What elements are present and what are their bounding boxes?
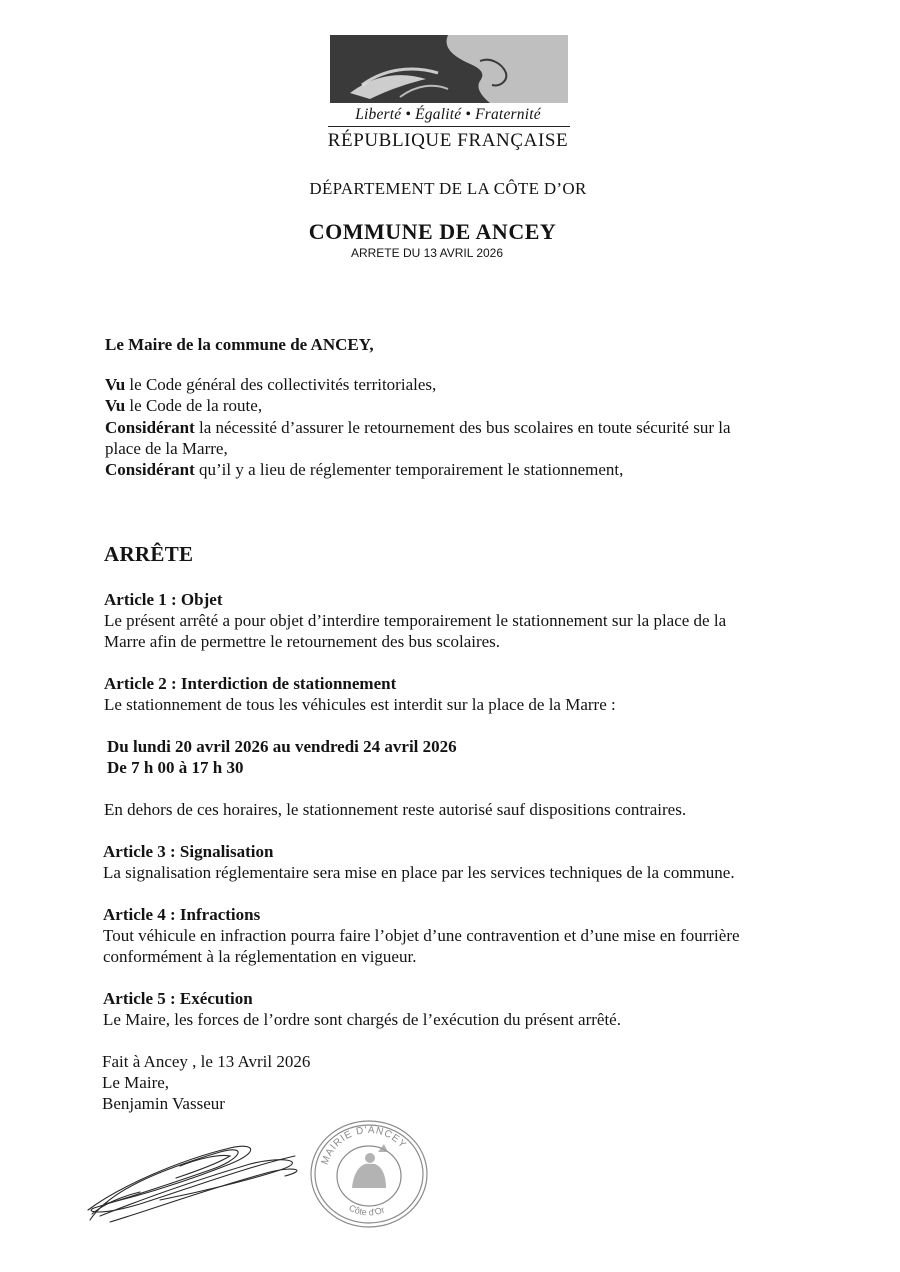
article-1-text: Marre afin de permettre le retournement des bus scolaires. bbox=[104, 632, 501, 651]
vu-label: Vu bbox=[105, 396, 126, 415]
mayor-intro: Le Maire de la commune de ANCEY, bbox=[105, 335, 374, 354]
considerant-text: qu’il y a lieu de réglementer temporairement le stationnement, bbox=[194, 460, 624, 479]
preamble-considerant-1-continued: place de la Marre, bbox=[105, 439, 228, 458]
decision-heading: ARRÊTE bbox=[104, 542, 194, 566]
vu-text: le Code de la route, bbox=[125, 396, 263, 415]
vu-text: le Code général des collectivités territoriales, bbox=[125, 375, 437, 394]
republic-motto: Liberté • Égalité • Fraternité bbox=[355, 106, 541, 123]
preamble-considerant-2 bbox=[105, 459, 623, 480]
article-4-text: conformément à la réglementation en vigueur. bbox=[103, 947, 417, 966]
town-hall-stamp bbox=[308, 1118, 430, 1235]
preamble-considerant-1 bbox=[105, 417, 731, 438]
article-5-text: Le Maire, les forces de l’ordre sont chargés de l’exécution du présent arrêté. bbox=[103, 1010, 621, 1029]
article-3-text: La signalisation réglementaire sera mise en place par les services techniques de la commune. bbox=[103, 863, 735, 882]
marianne-profile-icon bbox=[330, 35, 568, 103]
considerant-label: Considérant bbox=[105, 418, 195, 437]
article-1-title: Article 1 : Objet bbox=[104, 590, 223, 609]
marianne-logo bbox=[330, 35, 568, 103]
stamp-top-text: MAIRIE D'ANCEY bbox=[319, 1124, 409, 1167]
commune-title: COMMUNE DE ANCEY bbox=[308, 219, 557, 244]
signatory-name: Benjamin Vasseur bbox=[102, 1094, 225, 1113]
preamble-vu-1 bbox=[105, 374, 436, 395]
article-2-text: Le stationnement de tous les véhicules est interdit sur la place de la Marre : bbox=[104, 695, 616, 714]
article-2-title: Article 2 : Interdiction de stationnement bbox=[104, 674, 397, 693]
article-2-hours: De 7 h 00 à 17 h 30 bbox=[107, 758, 244, 777]
article-3-title: Article 3 : Signalisation bbox=[103, 842, 274, 861]
place-and-date: Fait à Ancey , le 13 Avril 2026 bbox=[102, 1052, 311, 1071]
article-4-title: Article 4 : Infractions bbox=[103, 905, 261, 924]
preamble-vu-2 bbox=[105, 395, 262, 416]
considerant-text: la nécessité d’assurer le retournement des bus scolaires en toute sécurité sur la bbox=[194, 418, 731, 437]
decree-date: ARRETE DU 13 AVRIL 2026 bbox=[350, 246, 504, 260]
mayor-signature bbox=[80, 1130, 320, 1235]
article-1-text: Le présent arrêté a pour objet d’interdire temporairement le stationnement sur la place de la bbox=[104, 611, 727, 630]
department-title: DÉPARTEMENT DE LA CÔTE D’OR bbox=[309, 179, 587, 198]
article-2-note: En dehors de ces horaires, le stationnement reste autorisé sauf dispositions contraires. bbox=[104, 800, 687, 819]
logo-divider bbox=[328, 126, 570, 127]
vu-label: Vu bbox=[105, 375, 126, 394]
considerant-label: Considérant bbox=[105, 460, 195, 479]
article-4-text: Tout véhicule en infraction pourra faire l’objet d’une contravention et d’une mise en fourrière bbox=[103, 926, 740, 945]
republic-title: RÉPUBLIQUE FRANÇAISE bbox=[327, 130, 569, 151]
seal-icon bbox=[308, 1118, 430, 1230]
signatory-role: Le Maire, bbox=[102, 1073, 170, 1092]
article-5-title: Article 5 : Exécution bbox=[103, 989, 253, 1008]
article-2-dates: Du lundi 20 avril 2026 au vendredi 24 avril 2026 bbox=[107, 737, 457, 756]
signature-scribble-icon bbox=[80, 1130, 320, 1230]
stamp-bottom-text: Côte d'Or bbox=[347, 1202, 387, 1218]
